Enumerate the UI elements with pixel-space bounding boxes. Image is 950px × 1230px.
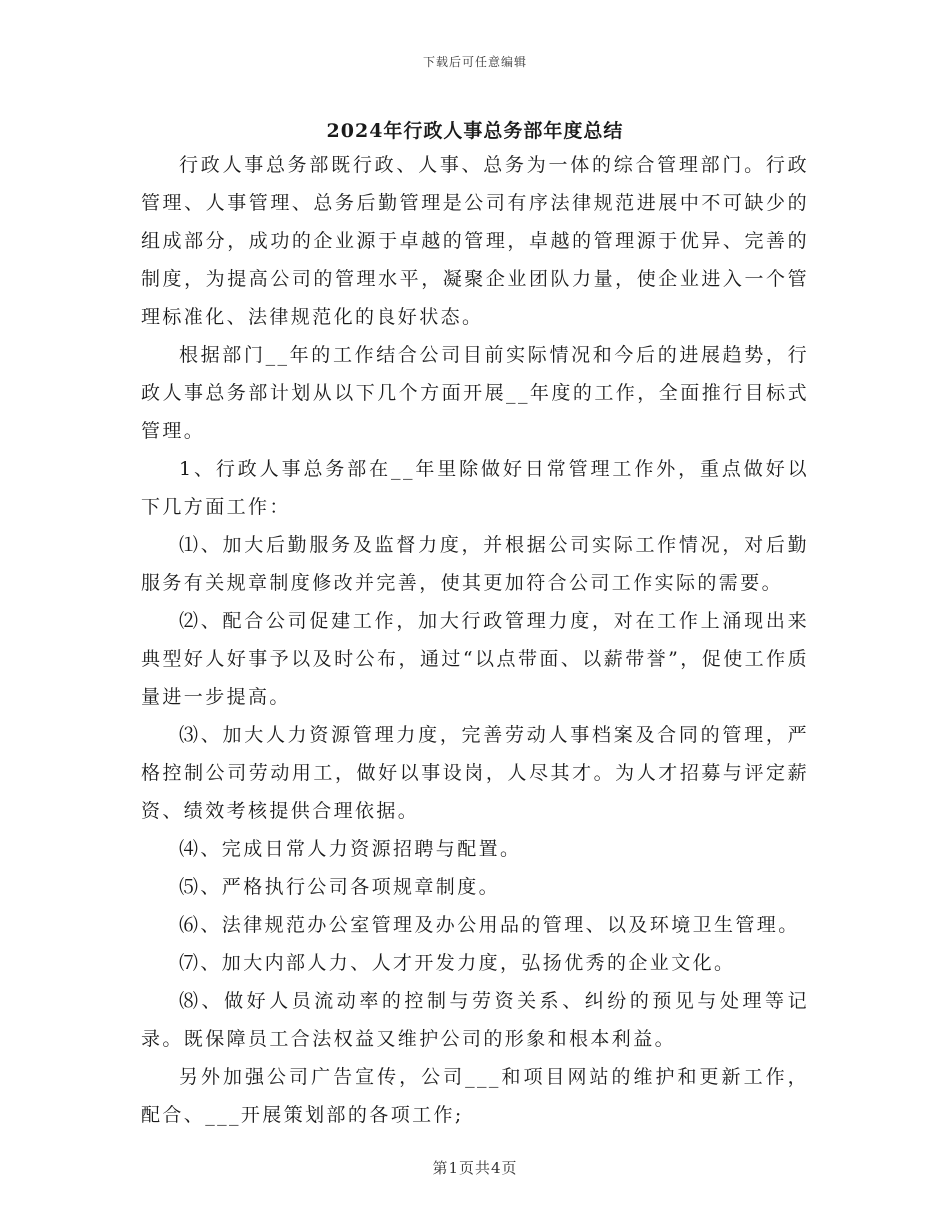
paragraph-intro: 行政人事总务部既行政、人事、总务为一体的综合管理部门。行政管理、人事管理、总务后勤管理是公司有序法律规范进展中不可缺少的组成部分，成功的企业源于卓越的管理，卓越的管理源于优异、完善的制度，为提高公司的管理水平，凝聚企业团队力量，使企业进入一个管理标准化、法律规范化的良好状态。 <box>141 154 809 328</box>
list-item-5: ⑸、严格执行公司各项规章制度。 <box>179 876 501 898</box>
paragraph-section-1: 1、行政人事总务部在__年里除做好日常管理工作外，重点做好以下几方面工作： <box>141 458 809 518</box>
list-item-2: ⑵、配合公司促建工作，加大行政管理力度，对在工作上涌现出来典型好人好事予以及时公布，通过“以点带面、以薪带誉”，促使工作质量进一步提高。 <box>141 610 809 708</box>
document-body <box>141 146 809 1134</box>
list-item-3: ⑶、加大人力资源管理力度，完善劳动人事档案及合同的管理，严格控制公司劳动用工，做好以事设岗，人尽其才。为人才招募与评定薪资、绩效考核提供合理依据。 <box>141 724 809 822</box>
document-title: 2024年行政人事总务部年度总结 <box>326 120 624 142</box>
list-item-6: ⑹、法律规范办公室管理及办公用品的管理、以及环境卫生管理。 <box>179 914 800 936</box>
page-footer: 第1页共4页 <box>432 1159 518 1177</box>
list-item-7: ⑺、加大内部人力、人才开发力度，弘扬优秀的企业文化。 <box>179 952 736 974</box>
list-item-8: ⑻、做好人员流动率的控制与劳资关系、纠纷的预见与处理等记录。既保障员工合法权益又维护公司的形象和根本利益。 <box>141 990 809 1050</box>
list-item-1: ⑴、加大后勤服务及监督力度，并根据公司实际工作情况，对后勤服务有关规章制度修改并完善，使其更加符合公司工作实际的需要。 <box>141 534 809 594</box>
paragraph-plan: 根据部门__年的工作结合公司目前实际情况和今后的进展趋势，行政人事总务部计划从以下几个方面开展__年度的工作，全面推行目标式管理。 <box>141 344 809 442</box>
list-item-4: ⑷、完成日常人力资源招聘与配置。 <box>179 838 522 860</box>
page-header: 下载后可任意编辑 <box>422 55 527 69</box>
paragraph-additional: 另外加强公司广告宣传，公司___和项目网站的维护和更新工作，配合、___开展策划部的各项工作; <box>141 1066 809 1126</box>
